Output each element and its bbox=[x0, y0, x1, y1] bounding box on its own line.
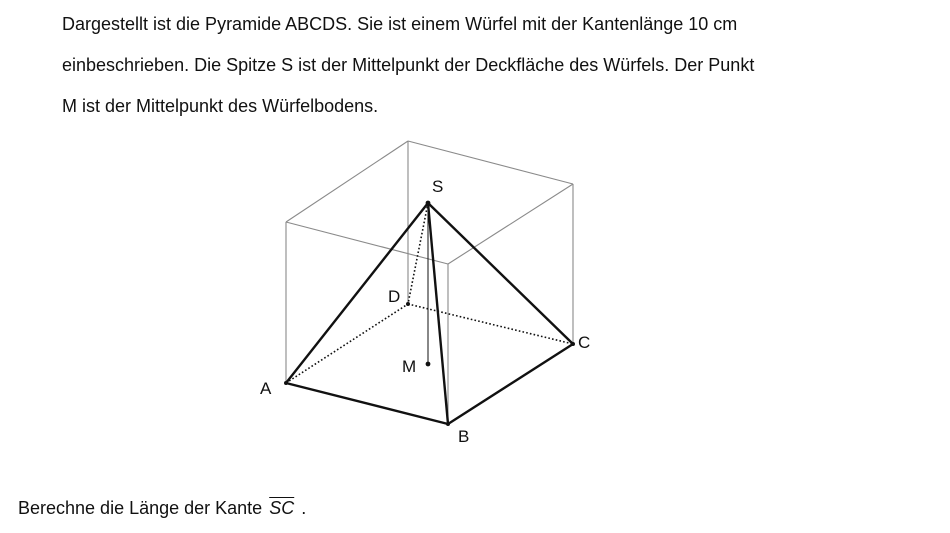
point-D bbox=[406, 302, 410, 306]
edge-SA bbox=[286, 203, 428, 383]
edge-SC bbox=[428, 203, 573, 344]
edge-AB bbox=[286, 383, 448, 424]
points bbox=[284, 201, 575, 426]
point-B bbox=[446, 422, 450, 426]
point-A bbox=[284, 381, 288, 385]
question-suffix: . bbox=[301, 498, 307, 518]
task-question bbox=[18, 490, 306, 526]
cube-top-edge-back-left bbox=[286, 141, 408, 222]
label-B: B bbox=[458, 427, 470, 446]
label-S: S bbox=[432, 177, 444, 196]
point-M bbox=[426, 362, 431, 367]
label-M: M bbox=[402, 357, 417, 376]
cube-edges bbox=[286, 141, 573, 424]
label-A: A bbox=[260, 379, 272, 398]
edge-DC-hidden bbox=[408, 304, 573, 344]
cube-top-edge-front-left bbox=[286, 222, 448, 264]
cube-top-edge-front-right bbox=[448, 184, 573, 264]
pyramid-edges bbox=[286, 203, 573, 424]
problem-line-2: einbeschrieben. Die Spitze S ist der Mittelpunkt der Deckfläche des Würfels. Der Punkt bbox=[62, 55, 755, 75]
question-prefix: Berechne die Länge der Kante bbox=[18, 498, 263, 518]
segment-SC-label: $\overline{SC}$ bbox=[269, 498, 295, 518]
edge-SD-hidden bbox=[408, 203, 428, 304]
problem-line-3: M ist der Mittelpunkt des Würfelbodens. bbox=[62, 96, 379, 116]
label-C: C bbox=[578, 333, 591, 352]
label-D: D bbox=[388, 287, 401, 306]
problem-line-1: Dargestellt ist die Pyramide ABCDS. Sie ist einem Würfel mit der Kantenlänge 10 cm bbox=[62, 14, 738, 34]
edge-AD-hidden bbox=[286, 304, 408, 383]
point-C bbox=[571, 342, 575, 346]
point-S bbox=[426, 201, 431, 206]
edge-BC bbox=[448, 344, 573, 424]
